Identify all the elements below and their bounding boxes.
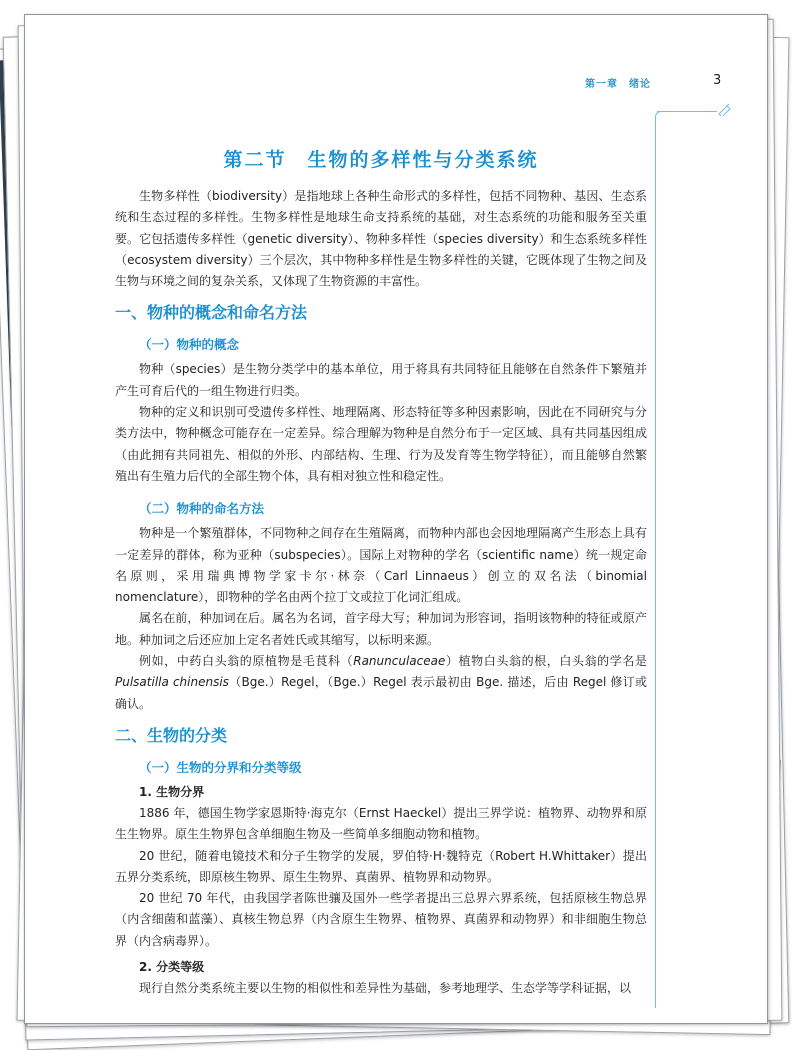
text: （Bge.）Regel，（Bge.）Regel 表示最初由 Bge. 描述，后由 Regel 修订或确认。 bbox=[115, 675, 648, 711]
paragraph: 20 世纪，随着电镜技术和分子生物学的发展，罗伯特·H·魏特克（Robert H.Whittaker）提出五界分类系统，即原核生物界、原生生物界、真菌界、植物界和动物界。 bbox=[115, 848, 647, 884]
paragraph: 物种是一个繁殖群体，不同物种之间存在生殖隔离，而物种内部也会因地理隔离产生形态上具有一定差异的群体，称为亚种（subspecies）。国际上对物种的学名（scientific name）统一规定命名原则，采用瑞典博物学家卡尔·林奈（Carl Linnaeus）创立的双名法（binomial nomenclature），即物种的学名由两个拉丁文或拉丁化词汇组成。 bbox=[115, 526, 647, 605]
latin-name: Pulsatilla chinensis bbox=[115, 675, 229, 690]
subheading-naming: （二）物种的命名方法 bbox=[139, 501, 265, 517]
text: ）植物白头翁的根，白头翁的学名是 bbox=[445, 654, 647, 669]
subheading-ranks: 2. 分类等级 bbox=[139, 960, 205, 975]
pen-icon bbox=[717, 104, 733, 116]
text: 例如，中药白头翁的原植物是毛茛科（ bbox=[139, 654, 354, 669]
paragraph: 现行自然分类系统主要以生物的相似性和差异性为基础，参考地理学、生态学等学科证据，以 bbox=[139, 981, 632, 996]
paragraph: 属名在前，种加词在后。属名为名词，首字母大写；种加词为形容词，指明该物种的特征或原产地。种加词之后还应加上定名者姓氏或其缩写，以标明来源。 bbox=[115, 611, 647, 647]
heading-species: 一、物种的概念和命名方法 bbox=[115, 303, 308, 323]
page-number: 3 bbox=[713, 73, 722, 88]
paragraph: 1886 年，德国生物学家恩斯特·海克尔（Ernst Haeckel）提出三界学说：植物界、动物界和原生生物界。原生生物界包含单细胞生物及一些简单多细胞动物和植物。 bbox=[115, 805, 647, 842]
section-title: 第二节 生物的多样性与分类系统 bbox=[223, 149, 539, 171]
page-content bbox=[115, 145, 647, 999]
subheading-kingdoms: （一）生物的分界和分类等级 bbox=[139, 759, 302, 775]
paragraph: 物种的定义和识别可受遗传多样性、地理隔离、形态特征等多种因素影响，因此在不同研究与分类方法中，物种概念可能存在一定差异。综合理解为物种是自然分布于一定区域、具有共同基因组成（由此拥有共同祖先、相似的外形、内部结构、生理、行为及发育等生物学特征），而且能够自然繁殖出有生殖力后代的全部生物个体，具有相对独立性和稳定性。 bbox=[115, 405, 647, 483]
heading-classification: 二、生物的分类 bbox=[115, 725, 228, 745]
running-header: 第一章 绪论 bbox=[585, 79, 651, 90]
margin-rule bbox=[657, 111, 717, 112]
paragraph: 物种（species）是生物分类学中的基本单位，用于将具有共同特征且能够在自然条件下繁殖并产生可育后代的一组生物进行归类。 bbox=[115, 362, 647, 398]
example-paragraph bbox=[115, 651, 647, 715]
paragraph: 20 世纪 70 年代，由我国学者陈世骧及国外一些学者提出三总界六界系统，包括原核生物总界（内含细菌和蓝藻）、真核生物总界（内含原生生物界、植物界、真菌界和动物界）和非细胞生物总界（内含病毒界）。 bbox=[115, 891, 647, 948]
subheading-kingdom-division: 1. 生物分界 bbox=[139, 784, 205, 799]
margin-rule-corner bbox=[655, 111, 664, 120]
subheading-species-concept: （一）物种的概念 bbox=[139, 337, 240, 353]
intro-paragraph: 生物多样性（biodiversity）是指地球上各种生命形式的多样性，包括不同物种、基因、生态系统和生态过程的多样性。生物多样性是地球生命支持系统的基础，对生态系统的功能和服务至关重要。它包括遗传多样性（genetic diversity）、物种多样性（species diversity）和生态系统多样性（ecosystem diversity）三个层次，其中物种多样性是生物多样性的关键，它既体现了生物之间及生物与环境之间的复杂关系，又体现了生物资源的丰富性。 bbox=[115, 189, 647, 289]
book-page bbox=[24, 14, 768, 1024]
latin-name: Ranunculaceae bbox=[353, 654, 446, 669]
margin-rule bbox=[655, 118, 656, 1008]
